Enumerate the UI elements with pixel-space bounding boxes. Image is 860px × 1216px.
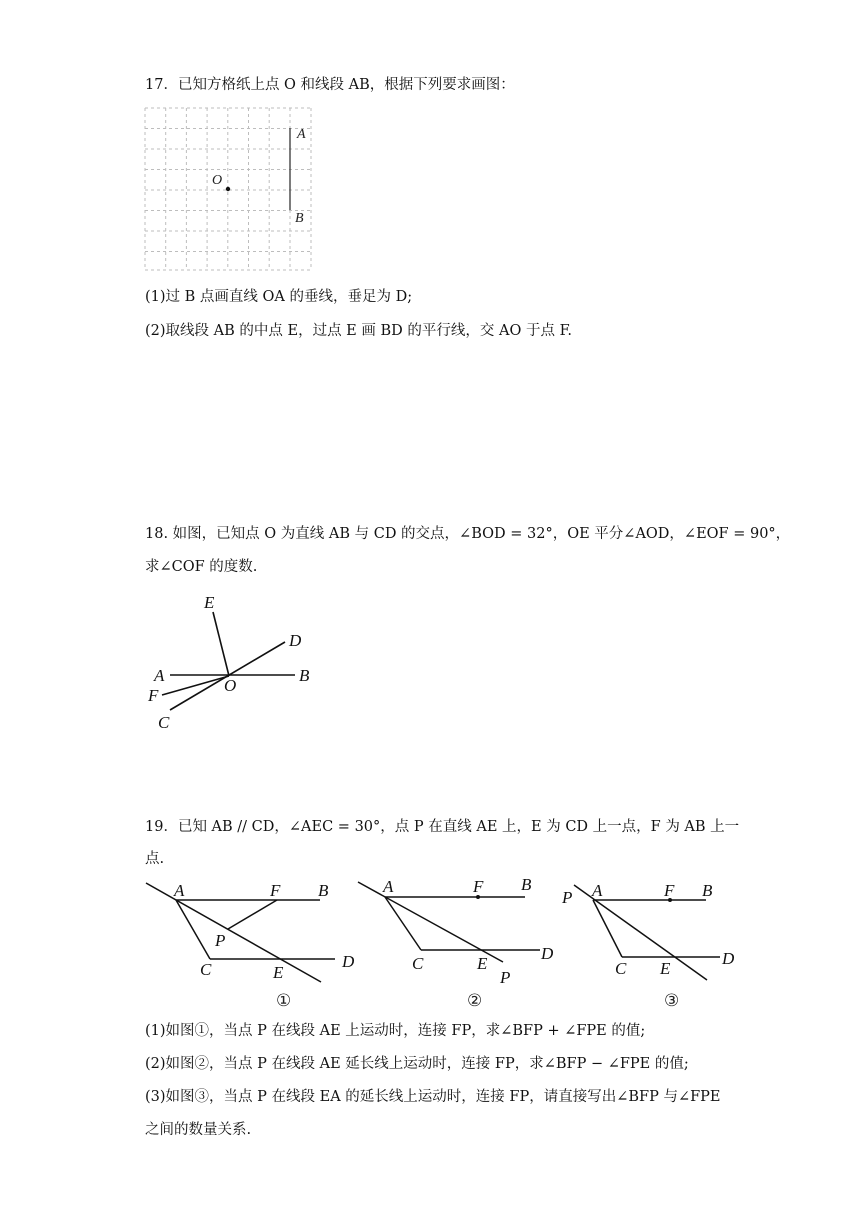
fig1-label-p: P — [215, 931, 226, 950]
label-a: A — [297, 127, 306, 142]
q17-grid-figure — [145, 108, 325, 273]
label-f: F — [148, 686, 159, 705]
figure-2 — [358, 875, 554, 1011]
q19-part3-cont: 之间的数量关系. — [145, 1122, 252, 1138]
q18-line2: 求∠COF 的度数. — [145, 559, 258, 575]
label-o: O — [224, 676, 237, 695]
q19-line1: 19．已知 AB // CD，∠AEC = 30°，点 P 在直线 AE 上，E 为 CD 上一点，F 为 AB 上一 — [145, 819, 740, 835]
fig3-label-f: F — [664, 881, 675, 900]
label-a: A — [154, 666, 165, 685]
label-o: O — [212, 173, 223, 188]
figure-3 — [561, 881, 735, 1011]
fig3-label-e: E — [660, 959, 671, 978]
fig1-label-e: E — [273, 963, 284, 982]
q19-figures — [140, 872, 750, 1017]
fig3-label-a: A — [592, 881, 603, 900]
fig3-label-p: P — [562, 888, 573, 907]
q18-line1: 18. 如图，已知点 O 为直线 AB 与 CD 的交点，∠BOD = 32°，OE 平分∠AOD，∠EOF = 90°， — [145, 526, 791, 542]
fig2-label-p: P — [500, 968, 511, 987]
ray-oe — [213, 612, 229, 676]
fig3-label-d: D — [722, 949, 735, 968]
fig2-label-d: D — [541, 944, 554, 963]
fig1-label-f: F — [270, 881, 281, 900]
fig2-label-b: B — [521, 875, 532, 894]
q18-figure — [140, 588, 330, 738]
label-e: E — [204, 593, 215, 612]
label-b: B — [299, 666, 310, 685]
fig1-label-c: C — [200, 960, 212, 979]
q19-part1: (1)如图①，当点 P 在线段 AE 上运动时，连接 FP，求∠BFP + ∠FPE 的值; — [145, 1023, 646, 1039]
fig1-label-b: B — [318, 881, 329, 900]
q19-part2: (2)如图②，当点 P 在线段 AE 延长线上运动时，连接 FP，求∠BFP − ∠FPE 的值; — [145, 1056, 689, 1072]
ray-of — [162, 676, 229, 695]
fig2-label-e: E — [477, 954, 488, 973]
fig2-label-a: A — [383, 877, 394, 896]
fig1-label-a: A — [174, 881, 185, 900]
q17-prompt: 17．已知方格纸上点 O 和线段 AB，根据下列要求画图： — [145, 77, 515, 93]
fig1-number: ① — [276, 991, 292, 1011]
fig2-label-f: F — [473, 877, 484, 896]
q17-part1: (1)过 B 点画直线 OA 的垂线，垂足为 D; — [145, 289, 413, 305]
label-d: D — [289, 631, 302, 650]
figure-1 — [146, 881, 355, 1011]
point-o — [226, 187, 230, 191]
q19-line2: 点. — [145, 851, 165, 867]
q19-part3: (3)如图③，当点 P 在线段 EA 的延长线上运动时，连接 FP，请直接写出∠BFP 与∠FPE — [145, 1089, 721, 1105]
label-c: C — [158, 713, 170, 732]
fig1-label-d: D — [342, 952, 355, 971]
fig3-label-b: B — [702, 881, 713, 900]
q17-part2: (2)取线段 AB 的中点 E，过点 E 画 BD 的平行线，交 AO 于点 F. — [145, 323, 572, 339]
fig2-number: ② — [467, 991, 483, 1011]
fig2-label-c: C — [412, 954, 424, 973]
fig3-number: ③ — [664, 991, 680, 1011]
label-b: B — [295, 211, 304, 226]
fig3-label-c: C — [615, 959, 627, 978]
